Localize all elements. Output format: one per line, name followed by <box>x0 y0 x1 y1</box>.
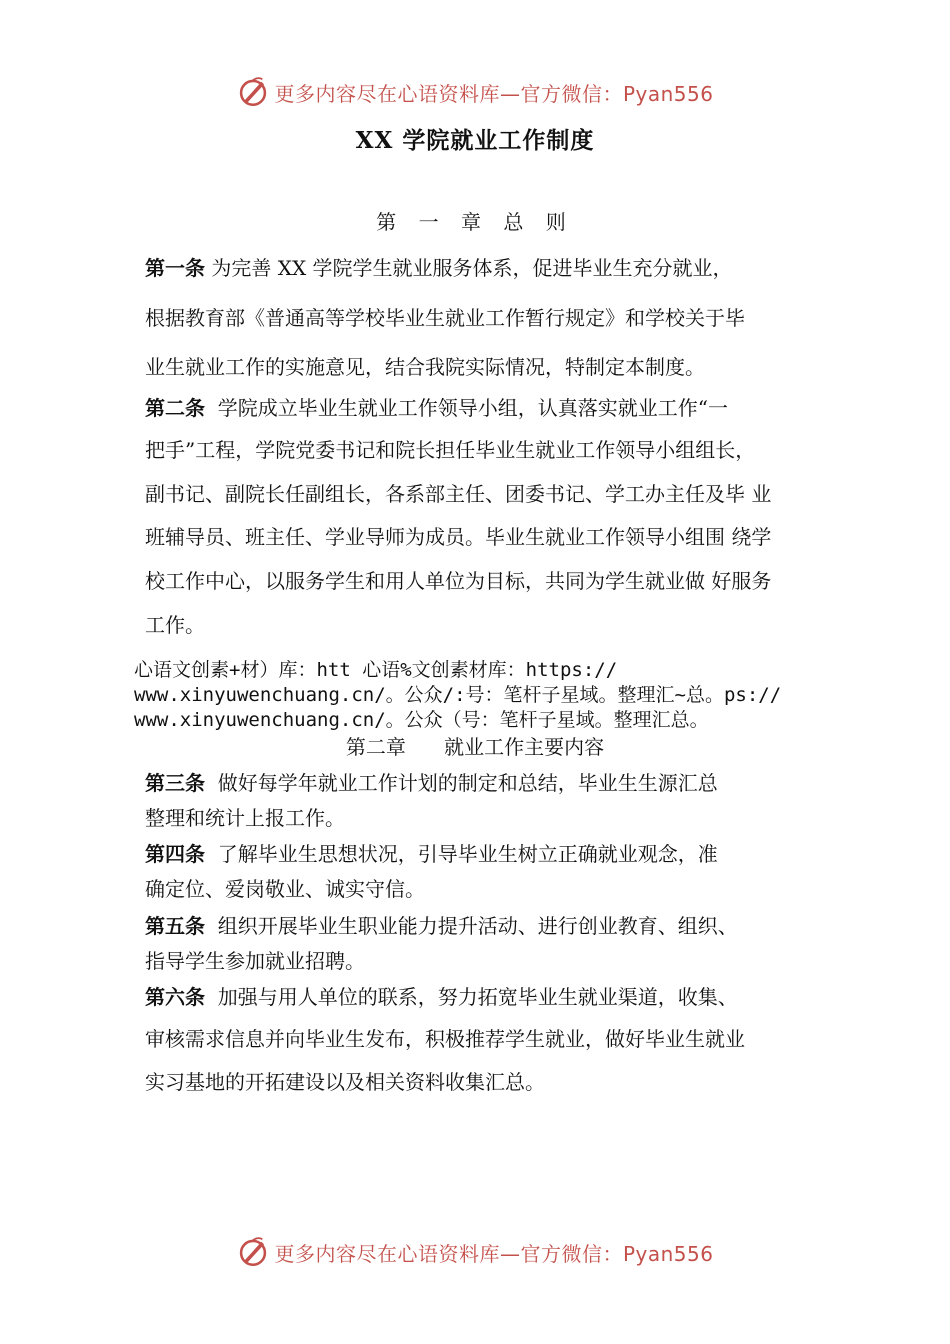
article-2-line-5: 校工作中心，以服务学生和用人单位为目标，共同为学生就业做 好服务 <box>145 569 772 593</box>
article-5-label: 第五条 <box>145 914 205 938</box>
article-4-line-1: 第四条 了解毕业生思想状况，引导毕业生树立正确就业观念，准 <box>145 842 718 866</box>
article-6-label: 第六条 <box>145 985 205 1009</box>
header-banner <box>0 72 950 112</box>
article-4-line-2: 确定位、爱岗敬业、诚实守信。 <box>145 877 425 901</box>
article-2-line-1: 第二条 学院成立毕业生就业工作领导小组，认真落实就业工作“一 <box>145 396 728 420</box>
watermark-line-3: www.xinyuwenchuang.cn/。公众（号：笔杆子星域。整理汇总。 <box>134 709 709 731</box>
footer-banner <box>0 1232 950 1272</box>
document-title: XX 学院就业工作制度 <box>355 127 595 154</box>
pen-circle-logo-icon <box>236 75 270 109</box>
article-5-line-1: 第五条 组织开展毕业生职业能力提升活动、进行创业教育、组织、 <box>145 914 738 938</box>
watermark-line-1: 心语文创素+材）库：htt 心语%文创素材库：https:// <box>134 659 618 681</box>
article-2-line-2: 把手”工程，学院党委书记和院长担任毕业生就业工作领导小组组长， <box>145 438 756 462</box>
article-2-line-3: 副书记、副院长任副组长，各系部主任、团委书记、学工办主任及毕 业 <box>145 482 772 506</box>
article-1-line-1: 第一条 为完善 XX 学院学生就业服务体系，促进毕业生充分就业， <box>145 256 733 280</box>
article-4-label: 第四条 <box>145 842 205 866</box>
article-6-line-1: 第六条 加强与用人单位的联系，努力拓宽毕业生就业渠道，收集、 <box>145 985 738 1009</box>
footer-banner-text: 更多内容尽在心语资料库—官方微信：Pyan556 <box>274 1241 714 1266</box>
chapter-1-heading: 第 一 章 总 则 <box>376 210 574 234</box>
article-6-line-2: 审核需求信息并向毕业生发布，积极推荐学生就业，做好毕业生就业 <box>145 1027 745 1051</box>
article-2-line-4: 班辅导员、班主任、学业导师为成员。毕业生就业工作领导小组围 绕学 <box>145 525 772 549</box>
article-5-line-2: 指导学生参加就业招聘。 <box>145 949 365 973</box>
article-3-line-2: 整理和统计上报工作。 <box>145 806 345 830</box>
article-2-label: 第二条 <box>145 396 205 420</box>
watermark-line-2: www.xinyuwenchuang.cn/。公众/:号：笔杆子星域。整理汇~总。ps:// <box>134 684 782 706</box>
article-1-line-3: 业生就业工作的实施意见，结合我院实际情况，特制定本制度。 <box>145 355 705 379</box>
chapter-2-heading: 第二章 就业工作主要内容 <box>345 735 605 759</box>
article-1-label: 第一条 <box>145 256 205 280</box>
header-banner-text: 更多内容尽在心语资料库—官方微信：Pyan556 <box>274 81 714 106</box>
article-2-line-6: 工作。 <box>145 613 205 637</box>
article-3-label: 第三条 <box>145 771 205 795</box>
article-1-line-2: 根据教育部《普通高等学校毕业生就业工作暂行规定》和学校关于毕 <box>145 306 745 330</box>
article-3-line-1: 第三条 做好每学年就业工作计划的制定和总结，毕业生生源汇总 <box>145 771 718 795</box>
pen-circle-logo-icon <box>236 1235 270 1269</box>
article-6-line-3: 实习基地的开拓建设以及相关资料收集汇总。 <box>145 1070 545 1094</box>
